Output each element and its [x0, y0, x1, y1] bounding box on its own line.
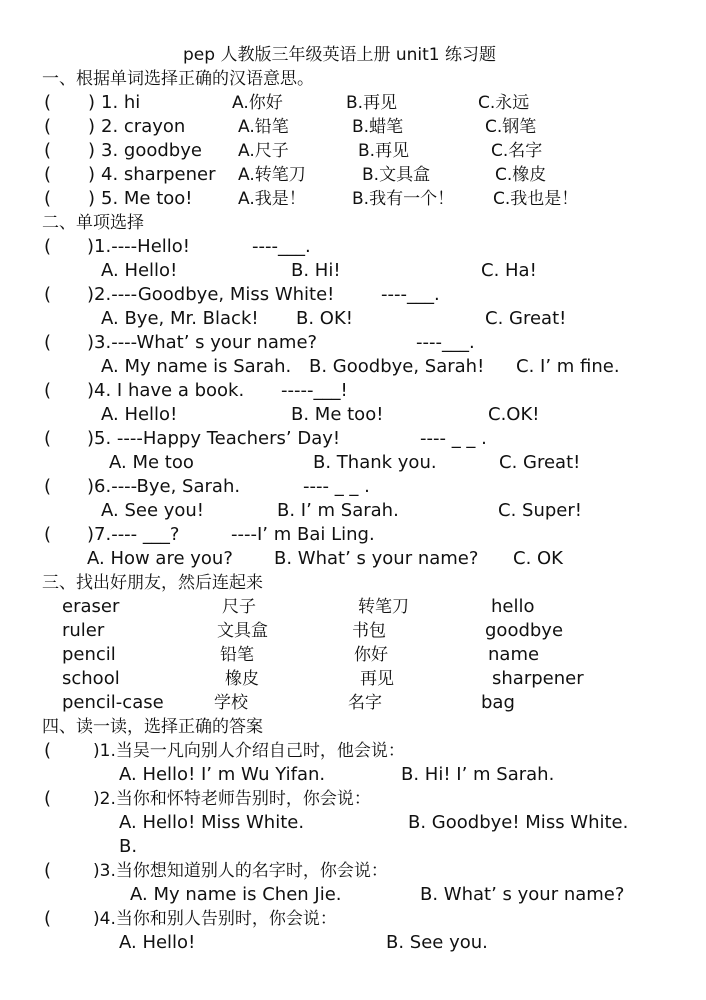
answer-paren-open: ( — [44, 332, 52, 353]
option-a: A.我是！ — [238, 189, 306, 209]
answer-paren-open: ( — [44, 236, 52, 257]
question-text: 1. hi — [101, 92, 141, 113]
match-word-chinese: 转笔刀 — [358, 597, 409, 617]
option-c: C.OK! — [488, 404, 540, 425]
option-b: B. What’ s your name? — [420, 884, 625, 905]
match-word-english: school — [62, 668, 120, 689]
option-c: C. Great! — [485, 308, 567, 329]
response-blank: ---- _ _ . — [303, 476, 370, 497]
option-c: C. OK — [513, 548, 563, 569]
option-c: C.名字 — [491, 141, 543, 161]
match-word-english: pencil-case — [62, 692, 164, 713]
match-word-english: ruler — [62, 620, 105, 641]
option-b: B. See you. — [386, 932, 488, 953]
option-b: B.再见 — [358, 141, 410, 161]
question-text: )4. I have a book. — [87, 380, 245, 401]
match-word-chinese: 你好 — [354, 645, 388, 665]
match-word-chinese: 尺子 — [222, 597, 256, 617]
option-a: A. Hello! I’ m Wu Yifan. — [119, 764, 326, 785]
question-text: )3.当你想知道别人的名字时，你会说： — [93, 861, 388, 881]
question-text: 4. sharpener — [101, 164, 216, 185]
response-blank: ----___. — [381, 284, 440, 305]
answer-paren-open: ( — [44, 524, 52, 545]
option-a: A. My name is Sarah. — [101, 356, 292, 377]
option-a: A. Me too — [109, 452, 194, 473]
match-word-chinese: 学校 — [214, 693, 248, 713]
option-c: C. I’ m fine. — [516, 356, 620, 377]
match-word-chinese: 橡皮 — [225, 669, 259, 689]
option-a: A. Hello! — [101, 260, 178, 281]
response-blank: -----___! — [281, 380, 348, 401]
option-a: A.你好 — [232, 93, 283, 113]
option-b-stray: B. — [119, 836, 138, 857]
answer-paren-close: ) — [88, 92, 96, 113]
question-text: 3. goodbye — [101, 140, 202, 161]
answer-paren-open: ( — [44, 380, 52, 401]
section-1-heading: 一、根据单词选择正确的汉语意思。 — [42, 69, 314, 89]
answer-paren-open: ( — [44, 740, 52, 761]
option-b: B.文具盒 — [362, 165, 431, 185]
question-text: )2.当你和怀特老师告别时，你会说： — [93, 789, 371, 809]
match-word-chinese: 再见 — [360, 669, 394, 689]
option-a: A.尺子 — [238, 141, 289, 161]
match-word-chinese: 名字 — [348, 693, 382, 713]
answer-paren-close: ) — [88, 116, 96, 137]
option-a: A. How are you? — [87, 548, 233, 569]
question-text: )7.---- ___? — [87, 524, 180, 545]
option-a: A.转笔刀 — [238, 165, 306, 185]
answer-paren-open: ( — [44, 92, 52, 113]
question-text: )3.----What’ s your name? — [87, 332, 318, 353]
section-2-heading: 二、单项选择 — [42, 213, 144, 233]
answer-paren-open: ( — [44, 908, 52, 929]
answer-paren-open: ( — [44, 788, 52, 809]
question-text: )6.----Bye, Sarah. — [87, 476, 241, 497]
question-text: 5. Me too! — [101, 188, 193, 209]
match-word-english: pencil — [62, 644, 116, 665]
answer-paren-open: ( — [44, 860, 52, 881]
response-blank: ---- _ _ . — [420, 428, 487, 449]
option-b: B. OK! — [296, 308, 353, 329]
option-c: C. Ha! — [481, 260, 537, 281]
option-b: B.再见 — [346, 93, 398, 113]
section-3-heading: 三、找出好朋友，然后连起来 — [42, 573, 263, 593]
answer-paren-open: ( — [44, 476, 52, 497]
match-word-english: hello — [491, 596, 535, 617]
question-text: )4.当你和别人告别时，你会说： — [93, 909, 337, 929]
option-b: B. Me too! — [291, 404, 384, 425]
match-word-chinese: 书包 — [352, 621, 386, 641]
match-word-english: sharpener — [492, 668, 584, 689]
answer-paren-open: ( — [44, 428, 52, 449]
option-c: C.我也是！ — [493, 189, 579, 209]
answer-paren-open: ( — [44, 284, 52, 305]
answer-paren-open: ( — [44, 140, 52, 161]
question-text: )1.当吴一凡向别人介绍自己时，他会说： — [93, 741, 405, 761]
option-b: B. Goodbye! Miss White. — [408, 812, 629, 833]
answer-paren-close: ) — [88, 188, 96, 209]
answer-paren-open: ( — [44, 116, 52, 137]
question-text: 2. crayon — [101, 116, 186, 137]
question-text: )1.----Hello! — [87, 236, 191, 257]
match-word-english: name — [488, 644, 540, 665]
option-c: C. Super! — [498, 500, 582, 521]
section-4-heading: 四、读一读，选择正确的答案 — [42, 717, 263, 737]
option-a: A. My name is Chen Jie. — [130, 884, 342, 905]
option-c: C.橡皮 — [495, 165, 547, 185]
response-blank: ----I’ m Bai Ling. — [231, 524, 375, 545]
option-c: C.钢笔 — [485, 117, 537, 137]
option-a: A. Hello! — [119, 932, 196, 953]
option-a: A. Hello! Miss White. — [119, 812, 305, 833]
match-word-english: goodbye — [485, 620, 564, 641]
answer-paren-close: ) — [88, 164, 96, 185]
match-word-english: eraser — [62, 596, 120, 617]
page-title: pep 人教版三年级英语上册 unit1 练习题 — [183, 45, 497, 65]
option-a: A.铅笔 — [238, 117, 289, 137]
answer-paren-close: ) — [88, 140, 96, 161]
option-b: B. Hi! I’ m Sarah. — [401, 764, 555, 785]
match-word-chinese: 铅笔 — [220, 645, 254, 665]
option-a: A. Hello! — [101, 404, 178, 425]
question-text: )5. ----Happy Teachers’ Day! — [87, 428, 341, 449]
response-blank: ----___. — [416, 332, 475, 353]
match-word-english: bag — [481, 692, 515, 713]
option-a: A. Bye, Mr. Black! — [101, 308, 259, 329]
option-b: B. I’ m Sarah. — [277, 500, 399, 521]
option-b: B.我有一个！ — [352, 189, 455, 209]
option-b: B. Hi! — [291, 260, 341, 281]
question-text: )2.----Goodbye, Miss White! — [87, 284, 335, 305]
option-a: A. See you! — [101, 500, 205, 521]
answer-paren-open: ( — [44, 164, 52, 185]
option-c: C. Great! — [499, 452, 581, 473]
option-b: B. Goodbye, Sarah! — [309, 356, 485, 377]
match-word-chinese: 文具盒 — [217, 621, 268, 641]
response-blank: ----___. — [252, 236, 311, 257]
option-b: B. What’ s your name? — [274, 548, 479, 569]
option-c: C.永远 — [478, 93, 530, 113]
option-b: B. Thank you. — [313, 452, 437, 473]
option-b: B.蜡笔 — [352, 117, 404, 137]
answer-paren-open: ( — [44, 188, 52, 209]
